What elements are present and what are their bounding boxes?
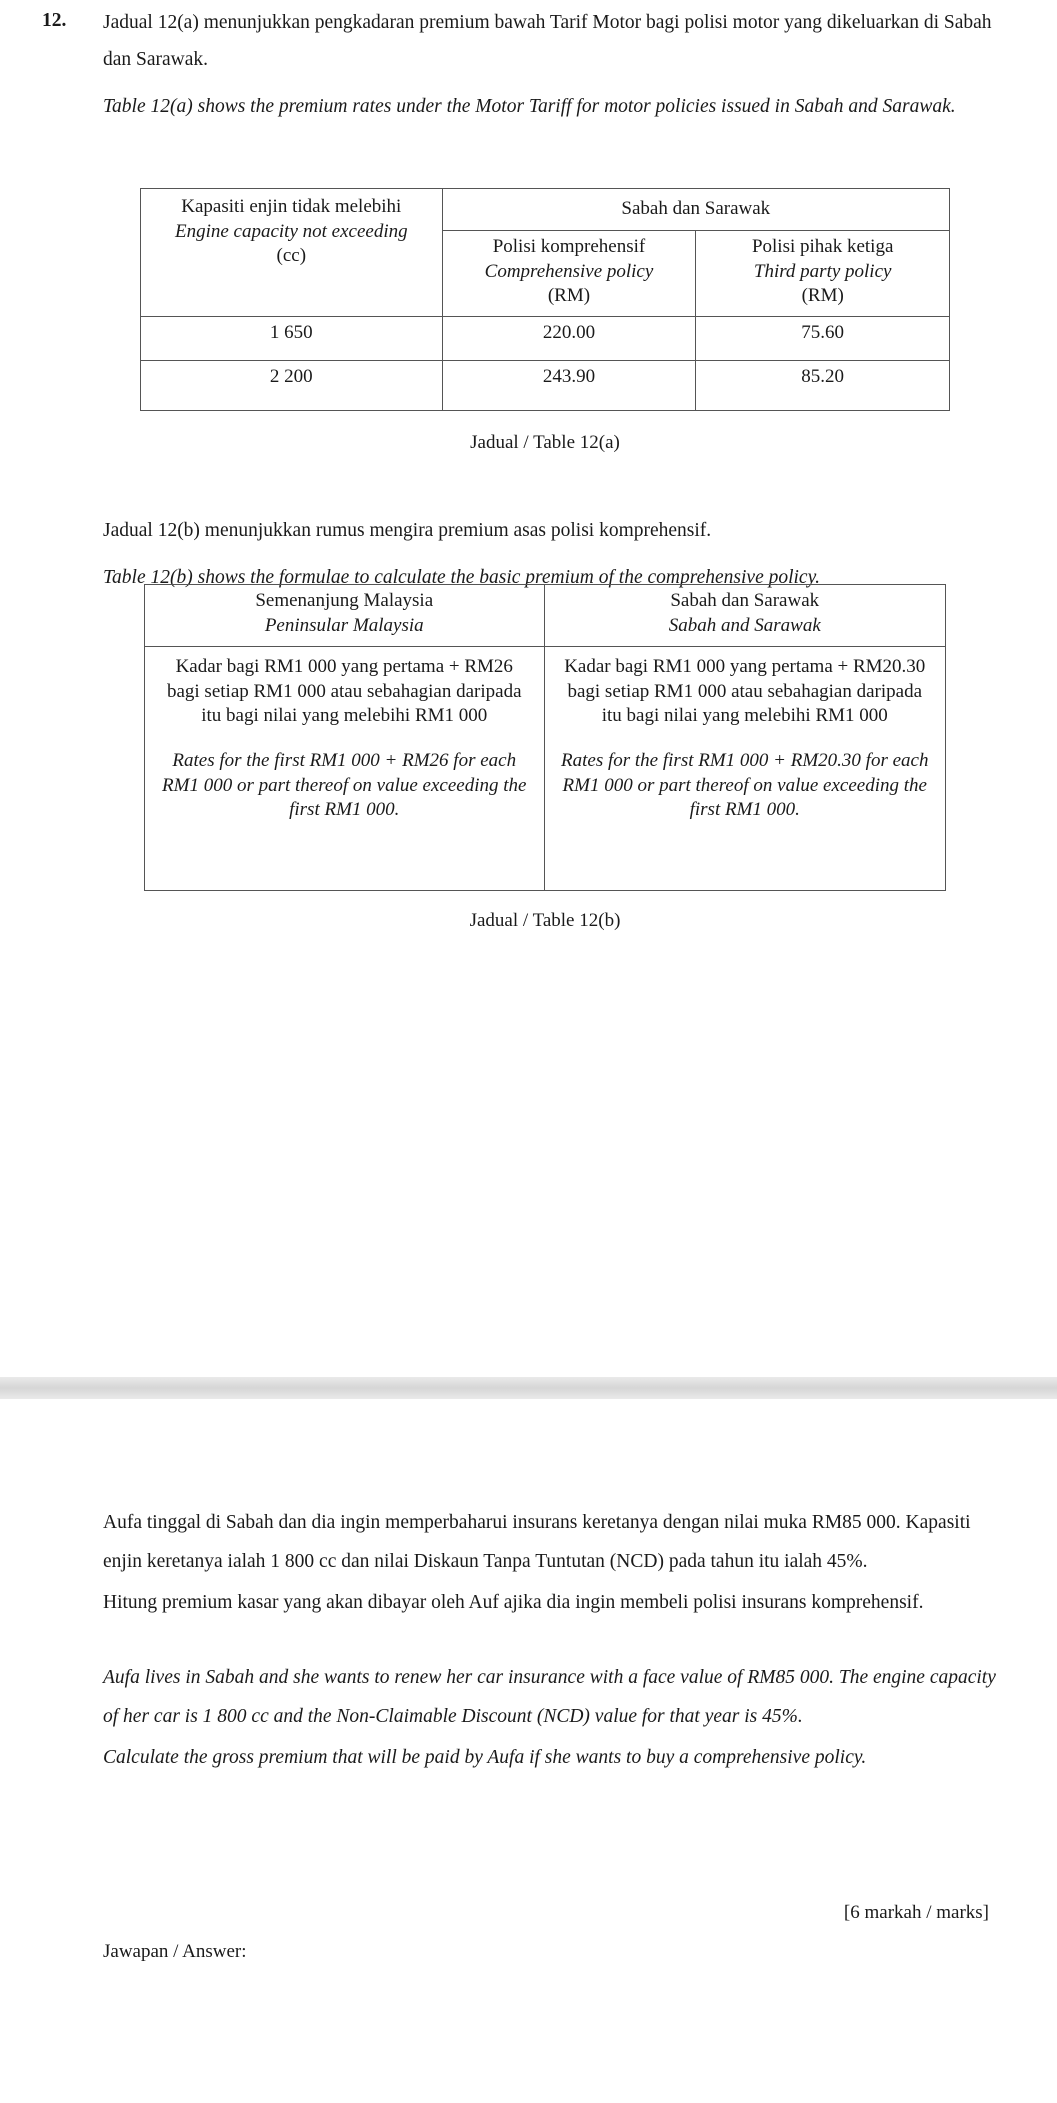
intro-english: Table 12(a) shows the premium rates under the Motor Tariff for motor policies issued in Sabah and Sarawak. xyxy=(103,96,956,118)
header-ms: Polisi komprehensif xyxy=(492,236,646,257)
header-ms: Semenanjung Malaysia xyxy=(255,590,434,611)
table-12a-caption: Jadual / Table 12(a) xyxy=(470,432,620,453)
cell-third-party: 85.20 xyxy=(696,361,950,411)
header-ms: Sabah dan Sarawak xyxy=(670,590,820,611)
col-comprehensive-header xyxy=(442,231,696,317)
cell-comprehensive: 220.00 xyxy=(442,317,696,361)
table-row xyxy=(141,361,950,411)
formula-ms: Kadar bagi RM1 000 yang pertama + RM26 bagi setiap RM1 000 atau sebahagian daripada itu bagi nilai yang melebihi RM1 000 xyxy=(166,656,522,727)
intro-malay: Jadual 12(a) menunjukkan pengkadaran premium bawah Tarif Motor bagi polisi motor yang dikeluarkan di Sabah dan Sarawak. xyxy=(103,12,992,71)
header-en: Engine capacity not exceeding xyxy=(174,220,408,242)
table-12b-caption: Jadual / Table 12(b) xyxy=(469,910,621,931)
marks-label: [6 markah / marks] xyxy=(843,1902,989,1923)
group-header-sabah-sarawak: Sabah dan Sarawak xyxy=(442,189,949,231)
formula-ms: Kadar bagi RM1 000 yang pertama + RM20.30 bagi setiap RM1 000 atau sebahagian daripada itu bagi nilai yang melebihi RM1 000 xyxy=(564,656,926,727)
formula-en: Rates for the first RM1 000 + RM20.30 for each RM1 000 or part thereof on value exceeding the first RM1 000. xyxy=(561,750,929,821)
header-en: Sabah and Sarawak xyxy=(668,614,821,636)
formula-en: Rates for the first RM1 000 + RM26 for each RM1 000 or part thereof on value exceeding the first RM1 000. xyxy=(162,750,527,821)
question-number: 12. xyxy=(42,10,67,31)
table-12a xyxy=(140,188,950,411)
problem-english-1: Aufa lives in Sabah and she wants to renew her car insurance with a face value of RM85 000. The engine capacity of her car is 1 800 cc and the Non-Claimable Discount (NCD) value for that year is 45%. xyxy=(103,1667,996,1727)
left-header xyxy=(145,585,545,647)
header-en: Peninsular Malaysia xyxy=(264,614,424,636)
problem-malay-2: Hitung premium kasar yang akan dibayar oleh Auf ajika dia ingin membeli polisi insurans komprehensif. xyxy=(103,1592,924,1613)
cell-cc: 1 650 xyxy=(141,317,443,361)
page-break-divider xyxy=(0,1377,1057,1399)
header-ms: Polisi pihak ketiga xyxy=(751,236,894,257)
cell-comprehensive: 243.90 xyxy=(442,361,696,411)
intro-b-english: Table 12(b) shows the formulae to calculate the basic premium of the comprehensive policy. xyxy=(103,567,821,589)
header-ms: Kapasiti enjin tidak melebihi xyxy=(181,196,402,217)
right-header xyxy=(544,585,946,647)
left-formula-cell xyxy=(145,647,545,891)
problem-malay-1: Aufa tinggal di Sabah dan dia ingin memperbaharui insurans keretanya dengan nilai muka RM85 000. Kapasiti enjin keretanya ialah 1 800 cc dan nilai Diskaun Tanpa Tuntutan (NCD) pada tahun itu ialah 45%. xyxy=(103,1512,971,1572)
problem-english-2: Calculate the gross premium that will be paid by Aufa if she wants to buy a comprehensive policy. xyxy=(103,1747,867,1768)
col-third-party-header xyxy=(696,231,950,317)
header-unit: (RM) xyxy=(547,285,591,307)
right-formula-cell xyxy=(544,647,946,891)
header-unit: (RM) xyxy=(801,285,844,307)
cell-third-party: 75.60 xyxy=(696,317,950,361)
intro-b-malay: Jadual 12(b) menunjukkan rumus mengira premium asas polisi komprehensif. xyxy=(103,520,712,541)
header-en: Third party policy xyxy=(753,260,892,282)
table-row xyxy=(141,317,950,361)
problem-statement xyxy=(103,1503,1003,1777)
intro-paragraph xyxy=(103,4,1003,125)
header-unit: (cc) xyxy=(276,245,307,267)
header-en: Comprehensive policy xyxy=(484,260,654,282)
table-12b xyxy=(144,584,946,891)
cell-cc: 2 200 xyxy=(141,361,443,411)
answer-label: Jawapan / Answer: xyxy=(103,1941,247,1962)
col-engine-capacity-header xyxy=(141,189,443,317)
